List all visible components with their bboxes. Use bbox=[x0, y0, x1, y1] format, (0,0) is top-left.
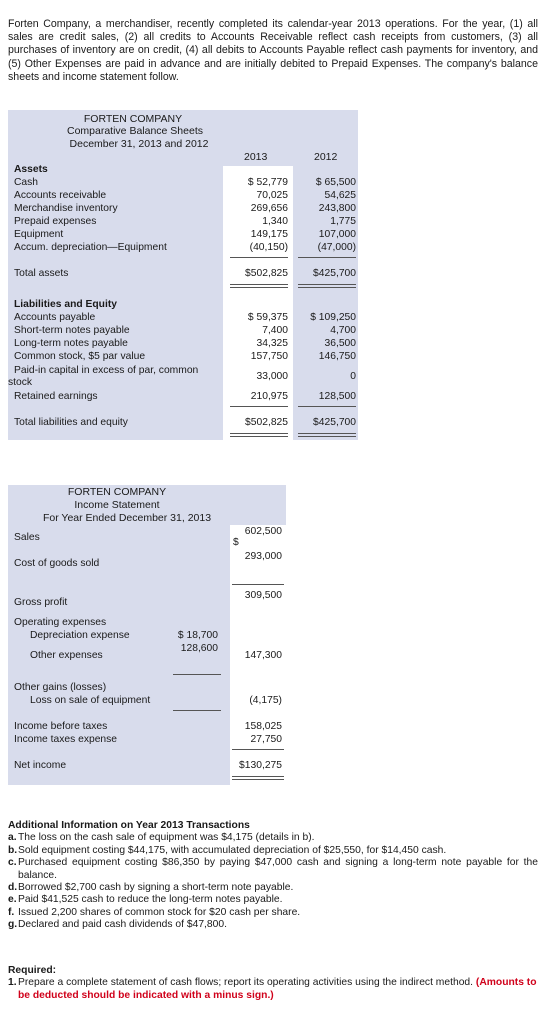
list-item: b. Sold equipment costing $44,175, with accumulated depreciation of $25,550, for $14,450 cash. bbox=[8, 844, 447, 856]
double-underline bbox=[298, 433, 356, 434]
list-item: g. Declared and paid cash dividends of $47,800. bbox=[8, 919, 227, 931]
underline bbox=[298, 257, 356, 258]
underline bbox=[232, 749, 284, 750]
list-item: a. The loss on the cash sale of equipment was $4,175 (details in b). bbox=[8, 832, 315, 844]
balance-sheet: FORTEN COMPANY Comparative Balance Sheets December 31, 2013 and 2012 2013 2012 Assets Cash $ 52,779 $ 65,500 Accounts receivable 70,025 54,625 Merchandise inventory 269,656 243,800 Prepaid expenses 1,340 1,775 Equipment 149,175 107,000 Accum. depreciation—Equipment (40,150) (47,000) Total assets $502,825 $425,700 Liabilities and Equity Accounts payable $ 59,375 $ 109,250 Short-term notes payable 7,400 4,700 Long-term notes payable 34,325 36,500 Common stock, $5 par value 157,750 146,750 Paid-in capital in excess of par, common stock 33,000 0 Retained earnings 210,975 128,500 Total liabilities and equity $502,825 $425,700 bbox=[8, 110, 358, 440]
list-item: 1. Prepare a complete statement of cash flows; report its operating activities using the indirect method. (Amounts to be deducted should be indicated with a minus sign.) bbox=[8, 977, 537, 1001]
underline bbox=[298, 406, 356, 407]
required-text: Prepare a complete statement of cash flows; report its operating activities using the indirect method. bbox=[18, 977, 474, 989]
is-title: Income Statement bbox=[74, 499, 160, 511]
double-underline bbox=[298, 284, 356, 285]
list-item: c. Purchased equipment costing $86,350 by paying $47,000 cash and signing a long-term note payable for the balance. bbox=[8, 857, 538, 881]
income-statement: FORTEN COMPANY Income Statement For Year Ended December 31, 2013 Sales $ 602,500 Cost of goods sold 293,000 Gross profit 309,500 Operating expenses Depreciation expense $ 18,700 128,600 Other expenses 147,300 Other gains (losses) Loss on sale of equipment (4,175) Income before taxes 158,025 Income taxes expense 27,750 Net income $130,275 bbox=[8, 485, 286, 785]
bs-year-2013: 2013 bbox=[244, 151, 268, 163]
required-note: (Amounts to be deducted should be indicated with a minus sign.) bbox=[18, 977, 537, 1001]
underline bbox=[232, 584, 284, 585]
bs-company-name: FORTEN COMPANY bbox=[83, 113, 183, 125]
list-item: e. Paid $41,525 cash to reduce the long-term notes payable. bbox=[8, 894, 283, 906]
bs-year-2012: 2012 bbox=[314, 151, 338, 163]
bs-title: Comparative Balance Sheets bbox=[67, 125, 203, 137]
double-underline bbox=[230, 436, 288, 437]
problem-intro: Forten Company, a merchandiser, recently completed its calendar-year 2013 operations. For the year, (1) all sales are credit sales, (2) all credits to Accounts Receivable reflect cash receipts from customers, (3) all purchases of inventory are on credit, (4) all debits to Accounts Payable reflect cash payments for inventory, and (5) Other Expenses are paid in advance and are initially debited to Prepaid Expenses. The company's balance sheets and income statement follow. bbox=[8, 18, 538, 83]
double-underline bbox=[230, 433, 288, 434]
list-item: d. Borrowed $2,700 cash by signing a short-term note payable. bbox=[8, 882, 294, 894]
double-underline bbox=[232, 776, 284, 777]
double-underline bbox=[232, 779, 284, 780]
underline bbox=[230, 406, 288, 407]
bs-date: December 31, 2013 and 2012 bbox=[69, 138, 209, 150]
double-underline bbox=[230, 287, 288, 288]
additional-information bbox=[8, 820, 538, 932]
additional-heading: Additional Information on Year 2013 Transactions bbox=[8, 820, 250, 831]
double-underline bbox=[298, 287, 356, 288]
double-underline bbox=[298, 436, 356, 437]
double-underline bbox=[230, 284, 288, 285]
is-company-name: FORTEN COMPANY bbox=[67, 486, 167, 498]
required-section bbox=[8, 965, 538, 1002]
underline bbox=[230, 257, 288, 258]
underline bbox=[173, 674, 221, 675]
list-item: f. Issued 2,200 shares of common stock for $20 cash per share. bbox=[8, 906, 301, 918]
required-heading: Required: bbox=[8, 965, 57, 976]
underline bbox=[173, 710, 221, 711]
is-period: For Year Ended December 31, 2013 bbox=[42, 512, 212, 524]
